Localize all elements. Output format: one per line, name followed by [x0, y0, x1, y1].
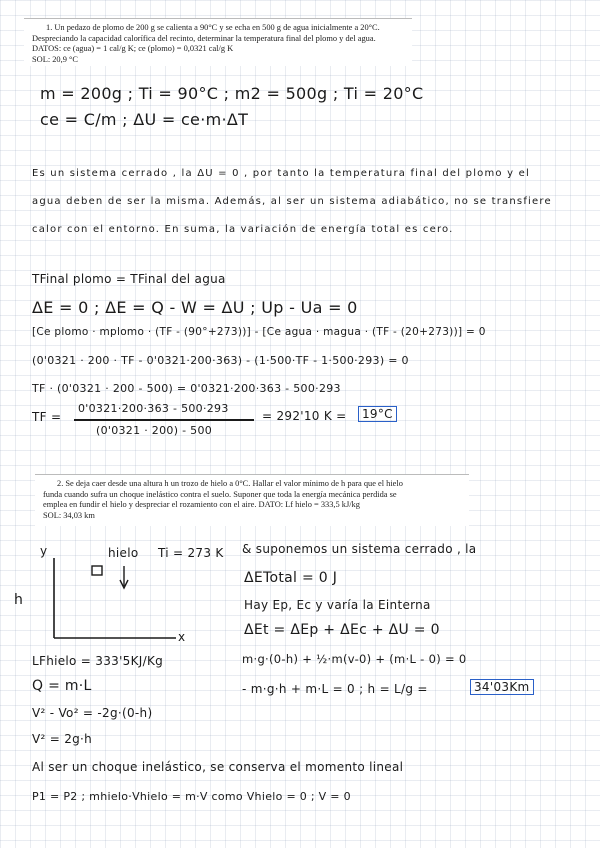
work2-right-1: & suponemos un sistema cerrado , la: [242, 542, 477, 556]
work2-left-4: V² = 2g·h: [32, 732, 93, 746]
work1-formulas: ce = C/m ; ΔU = ce·m·ΔT: [40, 110, 249, 129]
problem-2-sol: SOL: 34,03 km: [43, 510, 95, 520]
work2-bottom-1: Al ser un choque inelástico, se conserva el momento lineal: [32, 760, 404, 774]
work1-eq-2: ΔE = 0 ; ΔE = Q - W = ΔU ; Up - Ua = 0: [32, 298, 358, 317]
sketch-axis-x: x: [178, 630, 186, 644]
work1-eq-6-result: = 292'10 K =: [262, 409, 347, 423]
work1-paragraph-3: calor con el entorno. En suma, la variación de energía total es cero.: [32, 224, 454, 235]
sketch-label-h: h: [14, 592, 24, 608]
problem-1-line-1: 1. Un pedazo de plomo de 200 g se calienta a 90°C y se echa en 500 g de agua inicialmente a 20°C.: [46, 23, 380, 32]
work2-left-2: Q = m·L: [32, 678, 92, 694]
problem-1-line-2: Despreciando la capacidad calorífica del recinto, determinar la temperatura final del plomo y del agua.: [32, 33, 376, 43]
sketch-label-ti: Ti = 273 K: [158, 546, 224, 560]
work2-right-5: m·g·(0-h) + ½·m(v-0) + (m·L - 0) = 0: [242, 652, 467, 666]
work1-eq-6-numerator: 0'0321·200·363 - 500·293: [78, 402, 229, 415]
sketch-label-hielo: hielo: [108, 546, 139, 560]
work1-eq-6-label: TF =: [32, 410, 62, 424]
work2-right-2: ΔETotal = 0 J: [244, 570, 338, 586]
work1-paragraph-2: agua deben de ser la misma. Además, al ser un sistema adiabático, no se transfiere: [32, 196, 552, 207]
problem-2-line-1: 2. Se deja caer desde una altura h un trozo de hielo a 0°C. Hallar el valor mínimo de h para que el hielo: [57, 479, 403, 488]
work1-eq-4: (0'0321 · 200 · TF - 0'0321·200·363) - (1·500·TF - 1·500·293) = 0: [32, 354, 409, 367]
work1-eq-3: [Ce plomo · mplomo · (TF - (90°+273))] - [Ce agua · magua · (TF - (20+273))] = 0: [32, 326, 486, 338]
problem-2-line-2: funda cuando sufra un choque inelástico contra el suelo. Suponer que toda la energía mecánica perdida se: [43, 489, 397, 499]
work1-eq-5: TF · (0'0321 · 200 - 500) = 0'0321·200·363 - 500·293: [32, 382, 341, 395]
work1-paragraph-1: Es un sistema cerrado , la ΔU = 0 , por tanto la temperatura final del plomo y el: [32, 168, 530, 179]
work1-eq-6-denominator: (0'0321 · 200) - 500: [96, 424, 213, 437]
work1-final-answer: 19°C: [358, 406, 397, 422]
work2-right-3: Hay Ep, Ec y varía la Einterna: [244, 598, 431, 612]
work1-eq-1: TFinal plomo = TFinal del agua: [32, 272, 226, 286]
work2-left-1: LFhielo = 333'5KJ/Kg: [32, 654, 164, 668]
work2-right-4: ΔEt = ΔEp + ΔEc + ΔU = 0: [244, 622, 440, 638]
problem-1-datos: DATOS: ce (agua) = 1 cal/g K; ce (plomo) = 0,0321 cal/g K: [32, 44, 234, 53]
work1-givens: m = 200g ; Ti = 90°C ; m2 = 500g ; Ti = 20°C: [40, 84, 424, 103]
work2-final-answer: 34'03Km: [470, 679, 534, 695]
work2-bottom-2: P1 = P2 ; mhielo·Vhielo = m·V como Vhielo = 0 ; V = 0: [32, 790, 351, 803]
work2-right-6: - m·g·h + m·L = 0 ; h = L/g =: [242, 682, 428, 696]
problem-2-line-3: emplea en fundir el hielo y despreciar el rozamiento con el aire. DATO: Lf hielo = 333,5 kJ/kg: [43, 500, 360, 509]
work2-left-3: V² - Vo² = -2g·(0-h): [32, 706, 153, 720]
problem-1-sol: SOL: 20,9 °C: [32, 54, 78, 64]
sketch-axis-y: y: [40, 544, 48, 558]
